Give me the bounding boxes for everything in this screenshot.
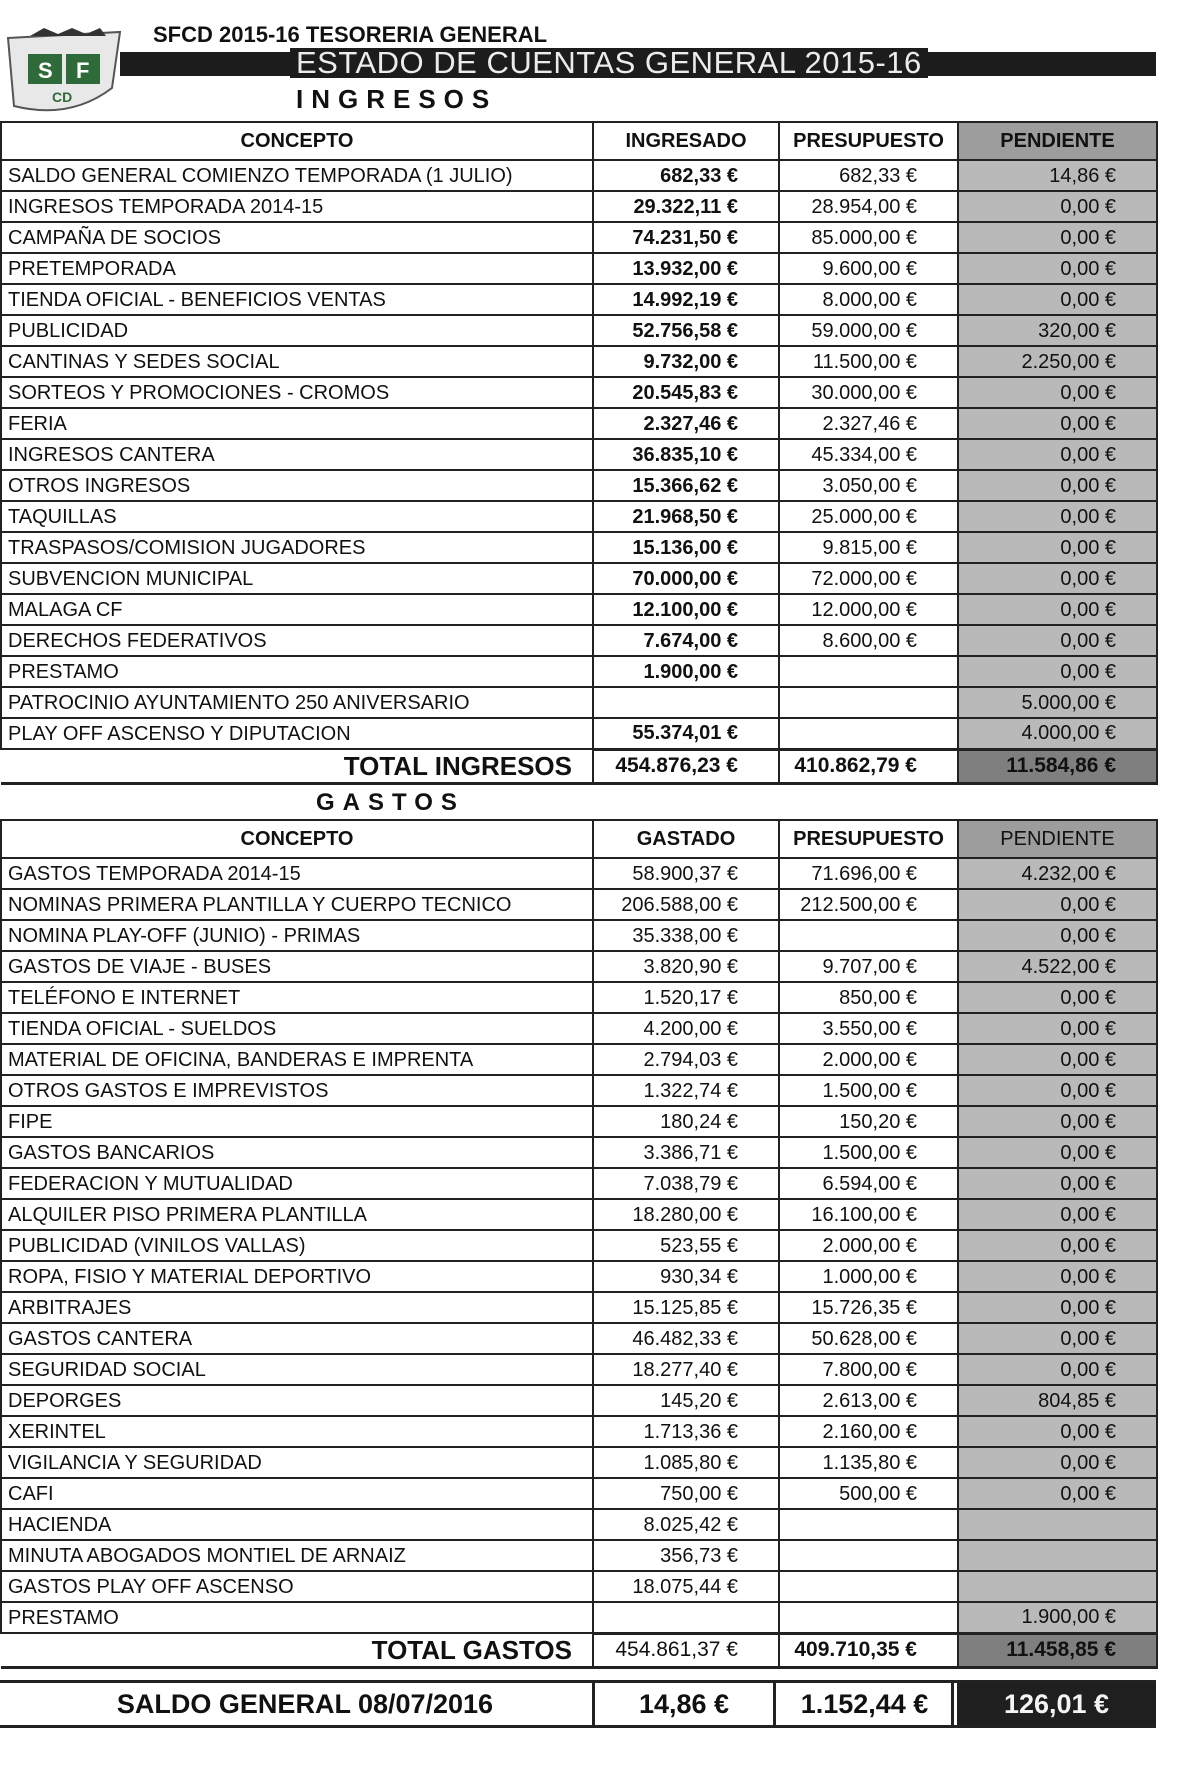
presupuesto-cell: 28.954,00 € [779,191,958,222]
pendiente-cell: 1.900,00 € [958,1602,1157,1633]
column-header-gastado: GASTADO [593,820,779,858]
gastado-cell: 1.322,74 € [593,1075,779,1106]
presupuesto-cell: 9.707,00 € [779,951,958,982]
ingresado-cell: 682,33 € [593,160,779,191]
concepto-cell: SUBVENCION MUNICIPAL [1,563,593,594]
table-row [1,284,1157,315]
total-gastos-row [1,1633,1157,1667]
concepto-cell: OTROS GASTOS E IMPREVISTOS [1,1075,593,1106]
gastado-cell: 930,34 € [593,1261,779,1292]
presupuesto-cell: 50.628,00 € [779,1323,958,1354]
table-row [1,1292,1157,1323]
ingresos-heading: INGRESOS [296,84,498,114]
table-row [1,982,1157,1013]
concepto-cell: PRETEMPORADA [1,253,593,284]
presupuesto-cell: 682,33 € [779,160,958,191]
pendiente-cell: 0,00 € [958,501,1157,532]
pendiente-cell: 0,00 € [958,1044,1157,1075]
table-row [1,951,1157,982]
table-row [1,920,1157,951]
saldo-presupuesto-value: 1.152,44 € [778,1683,954,1725]
presupuesto-cell: 16.100,00 € [779,1199,958,1230]
gastos-body [1,858,1157,1633]
ingresado-cell: 7.674,00 € [593,625,779,656]
table-row [1,408,1157,439]
ingresos-table [0,121,1158,785]
pendiente-cell [958,1571,1157,1602]
concepto-cell: PUBLICIDAD (VINILOS VALLAS) [1,1230,593,1261]
gastado-cell: 206.588,00 € [593,889,779,920]
table-row [1,1137,1157,1168]
presupuesto-cell: 85.000,00 € [779,222,958,253]
pendiente-cell: 0,00 € [958,1292,1157,1323]
concepto-cell: TELÉFONO E INTERNET [1,982,593,1013]
concepto-cell: CAMPAÑA DE SOCIOS [1,222,593,253]
presupuesto-cell [779,718,958,749]
ingresado-cell [593,687,779,718]
pendiente-cell: 0,00 € [958,889,1157,920]
presupuesto-cell: 850,00 € [779,982,958,1013]
ingresos-body [1,160,1157,749]
table-row [1,1106,1157,1137]
presupuesto-cell: 1.500,00 € [779,1137,958,1168]
presupuesto-cell: 9.600,00 € [779,253,958,284]
table-row [1,439,1157,470]
column-header-presupuesto: PRESUPUESTO [779,820,958,858]
pendiente-cell: 0,00 € [958,563,1157,594]
concepto-cell: HACIENDA [1,1509,593,1540]
presupuesto-cell: 1.000,00 € [779,1261,958,1292]
presupuesto-cell: 7.800,00 € [779,1354,958,1385]
pendiente-cell: 0,00 € [958,1478,1157,1509]
pendiente-cell: 0,00 € [958,1168,1157,1199]
concepto-cell: DEPORGES [1,1385,593,1416]
table-row [1,594,1157,625]
table-row [1,253,1157,284]
pendiente-cell: 0,00 € [958,532,1157,563]
pendiente-cell [958,1540,1157,1571]
svg-text:F: F [76,58,90,83]
gastado-cell: 3.386,71 € [593,1137,779,1168]
presupuesto-cell: 2.327,46 € [779,408,958,439]
table-row [1,687,1157,718]
presupuesto-cell [779,656,958,687]
pendiente-cell: 0,00 € [958,284,1157,315]
table-row [1,718,1157,749]
table-row [1,377,1157,408]
ingresos-header-row [1,122,1157,160]
pendiente-cell: 0,00 € [958,222,1157,253]
table-row [1,1013,1157,1044]
ingresado-cell: 15.136,00 € [593,532,779,563]
pendiente-cell: 0,00 € [958,982,1157,1013]
concepto-cell: DERECHOS FEDERATIVOS [1,625,593,656]
presupuesto-cell: 1.135,80 € [779,1447,958,1478]
concepto-cell: SEGURIDAD SOCIAL [1,1354,593,1385]
table-row [1,1230,1157,1261]
presupuesto-cell: 15.726,35 € [779,1292,958,1323]
pendiente-cell: 0,00 € [958,920,1157,951]
pendiente-cell: 0,00 € [958,470,1157,501]
gastado-cell: 356,73 € [593,1540,779,1571]
table-row [1,1354,1157,1385]
concepto-cell: GASTOS PLAY OFF ASCENSO [1,1571,593,1602]
concepto-cell: MINUTA ABOGADOS MONTIEL DE ARNAIZ [1,1540,593,1571]
table-row [1,532,1157,563]
presupuesto-cell: 9.815,00 € [779,532,958,563]
presupuesto-cell: 212.500,00 € [779,889,958,920]
presupuesto-cell [779,920,958,951]
gastado-cell: 58.900,37 € [593,858,779,889]
gastos-table [0,819,1158,1669]
table-row [1,191,1157,222]
pendiente-cell: 0,00 € [958,377,1157,408]
concepto-cell: GASTOS BANCARIOS [1,1137,593,1168]
ingresado-cell: 1.900,00 € [593,656,779,687]
ingresado-cell: 12.100,00 € [593,594,779,625]
pendiente-cell: 0,00 € [958,625,1157,656]
ingresado-cell: 52.756,58 € [593,315,779,346]
gastado-cell: 18.280,00 € [593,1199,779,1230]
pendiente-cell: 0,00 € [958,253,1157,284]
gastado-cell [593,1602,779,1633]
gastado-cell: 4.200,00 € [593,1013,779,1044]
gastado-cell: 8.025,42 € [593,1509,779,1540]
column-header-ingresado: INGRESADO [593,122,779,160]
concepto-cell: TIENDA OFICIAL - SUELDOS [1,1013,593,1044]
column-header-pendiente: PENDIENTE [958,122,1157,160]
document-header [0,0,1181,120]
ingresado-cell: 74.231,50 € [593,222,779,253]
pendiente-cell: 0,00 € [958,1354,1157,1385]
table-row [1,889,1157,920]
presupuesto-cell: 500,00 € [779,1478,958,1509]
column-header-pendiente: PENDIENTE [958,820,1157,858]
concepto-cell: NOMINA PLAY-OFF (JUNIO) - PRIMAS [1,920,593,951]
pendiente-cell: 0,00 € [958,1323,1157,1354]
gastado-cell: 750,00 € [593,1478,779,1509]
concepto-cell: VIGILANCIA Y SEGURIDAD [1,1447,593,1478]
column-header-concepto: CONCEPTO [1,820,593,858]
presupuesto-cell [779,1509,958,1540]
concepto-cell: GASTOS TEMPORADA 2014-15 [1,858,593,889]
presupuesto-cell [779,1571,958,1602]
ingresado-cell: 36.835,10 € [593,439,779,470]
presupuesto-cell: 2.613,00 € [779,1385,958,1416]
total-pendiente-gastos-value: 11.458,85 € [958,1633,1157,1667]
presupuesto-cell: 6.594,00 € [779,1168,958,1199]
gastado-cell: 2.794,03 € [593,1044,779,1075]
table-row [1,315,1157,346]
concepto-cell: XERINTEL [1,1416,593,1447]
table-row [1,1199,1157,1230]
saldo-pendiente-value: 126,01 € [957,1683,1156,1725]
presupuesto-cell: 12.000,00 € [779,594,958,625]
ingresado-cell: 13.932,00 € [593,253,779,284]
presupuesto-cell [779,1602,958,1633]
presupuesto-cell: 71.696,00 € [779,858,958,889]
table-row [1,1509,1157,1540]
concepto-cell: FERIA [1,408,593,439]
gastado-cell: 1.520,17 € [593,982,779,1013]
concepto-cell: ROPA, FISIO Y MATERIAL DEPORTIVO [1,1261,593,1292]
concepto-cell: MALAGA CF [1,594,593,625]
pendiente-cell: 0,00 € [958,1447,1157,1478]
concepto-cell: PUBLICIDAD [1,315,593,346]
table-row [1,1416,1157,1447]
presupuesto-cell: 11.500,00 € [779,346,958,377]
concepto-cell: CAFI [1,1478,593,1509]
ingresado-cell: 21.968,50 € [593,501,779,532]
pendiente-cell: 0,00 € [958,439,1157,470]
table-row [1,160,1157,191]
ingresado-cell: 55.374,01 € [593,718,779,749]
table-row [1,1385,1157,1416]
pendiente-cell: 0,00 € [958,594,1157,625]
presupuesto-cell [779,1540,958,1571]
presupuesto-cell: 3.050,00 € [779,470,958,501]
concepto-cell: TAQUILLAS [1,501,593,532]
table-row [1,563,1157,594]
gastado-cell: 18.075,44 € [593,1571,779,1602]
saldo-general-bar [0,1680,1156,1728]
table-row [1,1168,1157,1199]
pendiente-cell [958,1509,1157,1540]
presupuesto-cell [779,687,958,718]
total-presupuesto-ingresos-value: 410.862,79 € [779,749,958,783]
pendiente-cell: 5.000,00 € [958,687,1157,718]
concepto-cell: PRESTAMO [1,1602,593,1633]
concepto-cell: INGRESOS TEMPORADA 2014-15 [1,191,593,222]
total-gastos-label: TOTAL GASTOS [1,1633,593,1667]
ingresado-cell: 2.327,46 € [593,408,779,439]
concepto-cell: GASTOS DE VIAJE - BUSES [1,951,593,982]
pendiente-cell: 0,00 € [958,1075,1157,1106]
gastado-cell: 15.125,85 € [593,1292,779,1323]
concepto-cell: OTROS INGRESOS [1,470,593,501]
total-ingresos-row [1,749,1157,783]
pendiente-cell: 0,00 € [958,408,1157,439]
gastado-cell: 523,55 € [593,1230,779,1261]
table-row [1,1044,1157,1075]
presupuesto-cell: 1.500,00 € [779,1075,958,1106]
pendiente-cell: 14,86 € [958,160,1157,191]
pendiente-cell: 804,85 € [958,1385,1157,1416]
presupuesto-cell: 8.600,00 € [779,625,958,656]
pendiente-cell: 320,00 € [958,315,1157,346]
svg-text:S: S [38,58,53,83]
table-row [1,656,1157,687]
pendiente-cell: 2.250,00 € [958,346,1157,377]
gastado-cell: 180,24 € [593,1106,779,1137]
table-row [1,501,1157,532]
club-crest-logo [0,28,130,118]
concepto-cell: PLAY OFF ASCENSO Y DIPUTACION [1,718,593,749]
pendiente-cell: 0,00 € [958,1013,1157,1044]
pendiente-cell: 0,00 € [958,656,1157,687]
concepto-cell: SORTEOS Y PROMOCIONES - CROMOS [1,377,593,408]
presupuesto-cell: 25.000,00 € [779,501,958,532]
saldo-ingresado-value: 14,86 € [592,1683,776,1725]
concepto-cell: TIENDA OFICIAL - BENEFICIOS VENTAS [1,284,593,315]
concepto-cell: ARBITRAJES [1,1292,593,1323]
gastado-cell: 35.338,00 € [593,920,779,951]
table-row [1,222,1157,253]
presupuesto-cell: 45.334,00 € [779,439,958,470]
ingresado-cell: 20.545,83 € [593,377,779,408]
table-row [1,346,1157,377]
pendiente-cell: 0,00 € [958,1416,1157,1447]
gastado-cell: 18.277,40 € [593,1354,779,1385]
ingresado-cell: 15.366,62 € [593,470,779,501]
column-header-concepto: CONCEPTO [1,122,593,160]
gastado-cell: 1.713,36 € [593,1416,779,1447]
table-row [1,1323,1157,1354]
pendiente-cell: 0,00 € [958,1230,1157,1261]
table-row [1,1075,1157,1106]
table-row [1,1571,1157,1602]
total-pendiente-ingresos-value: 11.584,86 € [958,749,1157,783]
presupuesto-cell: 3.550,00 € [779,1013,958,1044]
presupuesto-cell: 2.160,00 € [779,1416,958,1447]
presupuesto-cell: 8.000,00 € [779,284,958,315]
presupuesto-cell: 150,20 € [779,1106,958,1137]
table-row [1,470,1157,501]
gastado-cell: 7.038,79 € [593,1168,779,1199]
table-row [1,1540,1157,1571]
gastos-header-row [1,820,1157,858]
concepto-cell: PATROCINIO AYUNTAMIENTO 250 ANIVERSARIO [1,687,593,718]
gastado-cell: 145,20 € [593,1385,779,1416]
document-title: ESTADO DE CUENTAS GENERAL 2015-16 [290,48,928,78]
table-row [1,858,1157,889]
concepto-cell: SALDO GENERAL COMIENZO TEMPORADA (1 JULIO) [1,160,593,191]
concepto-cell: GASTOS CANTERA [1,1323,593,1354]
total-ingresos-label: TOTAL INGRESOS [1,749,593,783]
concepto-cell: INGRESOS CANTERA [1,439,593,470]
concepto-cell: FEDERACION Y MUTUALIDAD [1,1168,593,1199]
presupuesto-cell: 2.000,00 € [779,1044,958,1075]
pendiente-cell: 0,00 € [958,1106,1157,1137]
ingresado-cell: 29.322,11 € [593,191,779,222]
saldo-general-label: SALDO GENERAL 08/07/2016 [116,1689,494,1719]
pendiente-cell: 0,00 € [958,1261,1157,1292]
concepto-cell: PRESTAMO [1,656,593,687]
presupuesto-cell: 2.000,00 € [779,1230,958,1261]
pendiente-cell: 4.232,00 € [958,858,1157,889]
ingresado-cell: 14.992,19 € [593,284,779,315]
table-row [1,1478,1157,1509]
total-presupuesto-gastos-value: 409.710,35 € [779,1633,958,1667]
pendiente-cell: 0,00 € [958,191,1157,222]
table-row [1,625,1157,656]
concepto-cell: TRASPASOS/COMISION JUGADORES [1,532,593,563]
table-row [1,1602,1157,1633]
presupuesto-cell: 59.000,00 € [779,315,958,346]
concepto-cell: ALQUILER PISO PRIMERA PLANTILLA [1,1199,593,1230]
ingresado-cell: 70.000,00 € [593,563,779,594]
ingresado-cell: 9.732,00 € [593,346,779,377]
concepto-cell: CANTINAS Y SEDES SOCIAL [1,346,593,377]
total-gastado-value: 454.861,37 € [593,1633,779,1667]
table-row [1,1447,1157,1478]
concepto-cell: NOMINAS PRIMERA PLANTILLA Y CUERPO TECNICO [1,889,593,920]
table-row [1,1261,1157,1292]
column-header-presupuesto: PRESUPUESTO [779,122,958,160]
pendiente-cell: 4.522,00 € [958,951,1157,982]
svg-text:CD: CD [52,89,73,105]
pendiente-cell: 0,00 € [958,1137,1157,1168]
gastado-cell: 1.085,80 € [593,1447,779,1478]
presupuesto-cell: 30.000,00 € [779,377,958,408]
gastado-cell: 46.482,33 € [593,1323,779,1354]
gastos-heading: GASTOS [316,789,465,816]
pendiente-cell: 4.000,00 € [958,718,1157,749]
concepto-cell: FIPE [1,1106,593,1137]
presupuesto-cell: 72.000,00 € [779,563,958,594]
gastado-cell: 3.820,90 € [593,951,779,982]
total-ingresado-value: 454.876,23 € [593,749,779,783]
pendiente-cell: 0,00 € [958,1199,1157,1230]
org-title: SFCD 2015-16 TESORERIA GENERAL [153,22,548,47]
concepto-cell: MATERIAL DE OFICINA, BANDERAS E IMPRENTA [1,1044,593,1075]
